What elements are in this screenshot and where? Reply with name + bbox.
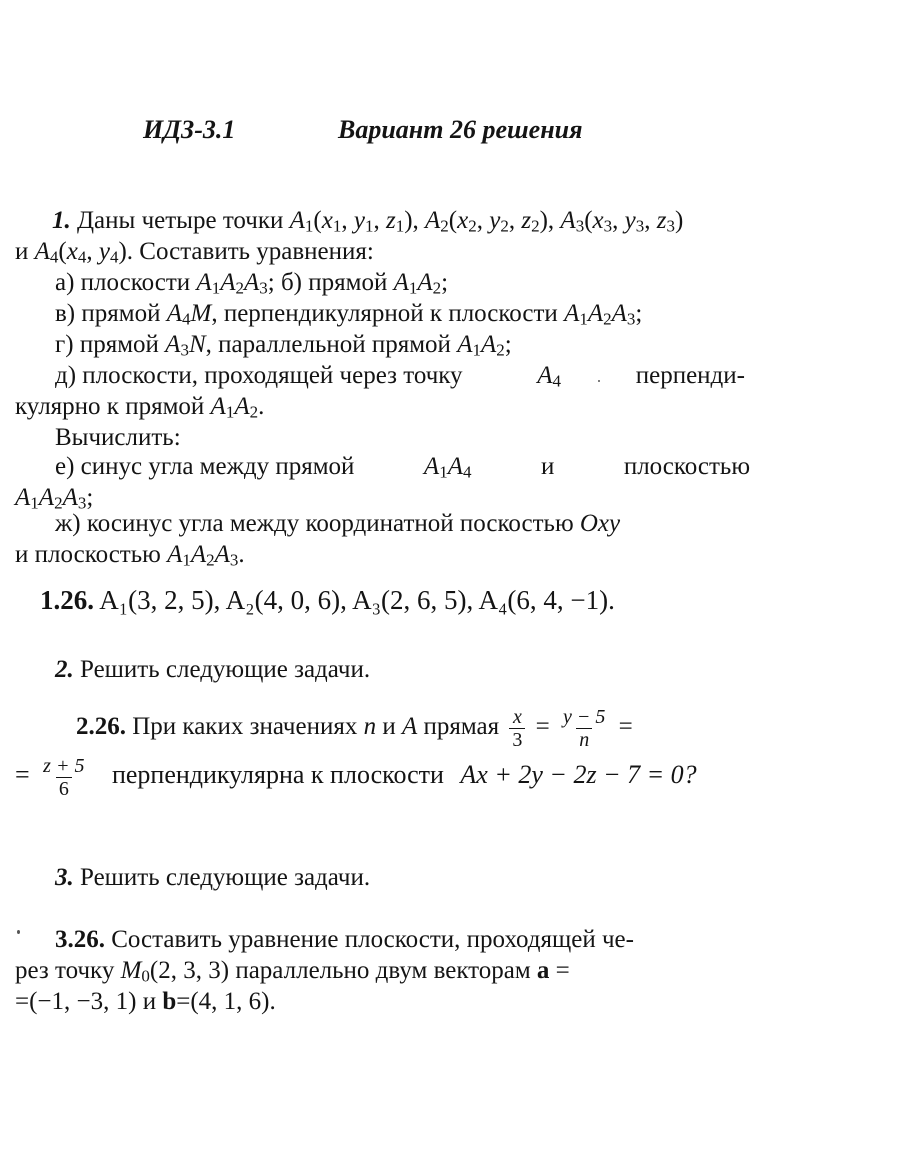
task1-item-e-cont: $A_1A_2A_3$;	[15, 484, 94, 513]
variant-points: 1.26. A₁(3, 2, 5), A₂(4, 0, 6), A₃(2, 6, 5), A₄(6, 4, −1).	[40, 585, 615, 615]
task1-item-zh: ж) косинус угла между координатной поскостью Oxy	[55, 510, 621, 537]
task3-line2: рез точку $M_0(2$, 3, 3) параллельно двум векторам a =	[15, 957, 570, 986]
fraction-z-6: $\frac{z + 5}{6}$	[43, 754, 85, 800]
task1-item-g: г) прямой $A_3N$, параллельной прямой $A_1A_2$;	[55, 331, 512, 360]
task1-item-v: в) прямой $A_4M$, перпендикулярной к плоскости $A_1A_2A_3$;	[55, 300, 643, 329]
task3-line3: =(−1, −3, 1) и b=(4, 1, 6).	[15, 988, 276, 1015]
fraction-x-3: $\frac{x}{3}$	[509, 706, 525, 751]
task1-item-d: д) плоскости, проходящей через точку $A_4$ перпенди-	[55, 362, 745, 391]
scan-speck	[598, 380, 600, 382]
task2-line2: = $\frac{z + 5}{6}$ перпендикулярна к плоскости Ax + 2y − 2z − 7 = 0?	[15, 754, 697, 800]
task3-line1: 3.26. Составить уравнение плоскости, проходящей че-	[55, 926, 634, 953]
fraction-y-n: $\frac{y - 5}{n}$	[563, 705, 606, 751]
task1-item-d-cont: кулярно к прямой $A_1A_2$.	[15, 393, 265, 422]
task1-line2: и $A_4(x_4$, $y_4$). Составить уравнения:	[15, 238, 374, 267]
task1-calc: Вычислить:	[55, 424, 181, 451]
task1-item-e: е) синус угла между прямой $A_1A_4$ и плоскостью	[55, 453, 750, 482]
task1-item-a: а) плоскости $A_1A_2A_3$; б) прямой $A_1A_2$;	[55, 269, 449, 298]
task2-line1: 2.26. При каких значениях n и A прямая $\frac{x}{3}$ = $\frac{y - 5}{n}$ =	[76, 705, 633, 751]
scan-speck	[17, 930, 20, 934]
doc-code: ИДЗ-3.1	[143, 115, 236, 144]
task2-title: 2. Решить следующие задачи.	[55, 656, 371, 683]
task1-item-zh-cont: и плоскостью $A_1A_2A_3$.	[15, 541, 245, 570]
task1-line1: 1. Даны четыре точки $A_1(x_1$, $y_1$, $z_1$), $A_2(x_2$, $y_2$, $z_2$), $A_3(x_3$, $y_3$, $z_3$)	[52, 207, 684, 236]
task3-title: 3. Решить следующие задачи.	[55, 864, 371, 891]
doc-title: Вариант 26 решения	[338, 115, 583, 144]
